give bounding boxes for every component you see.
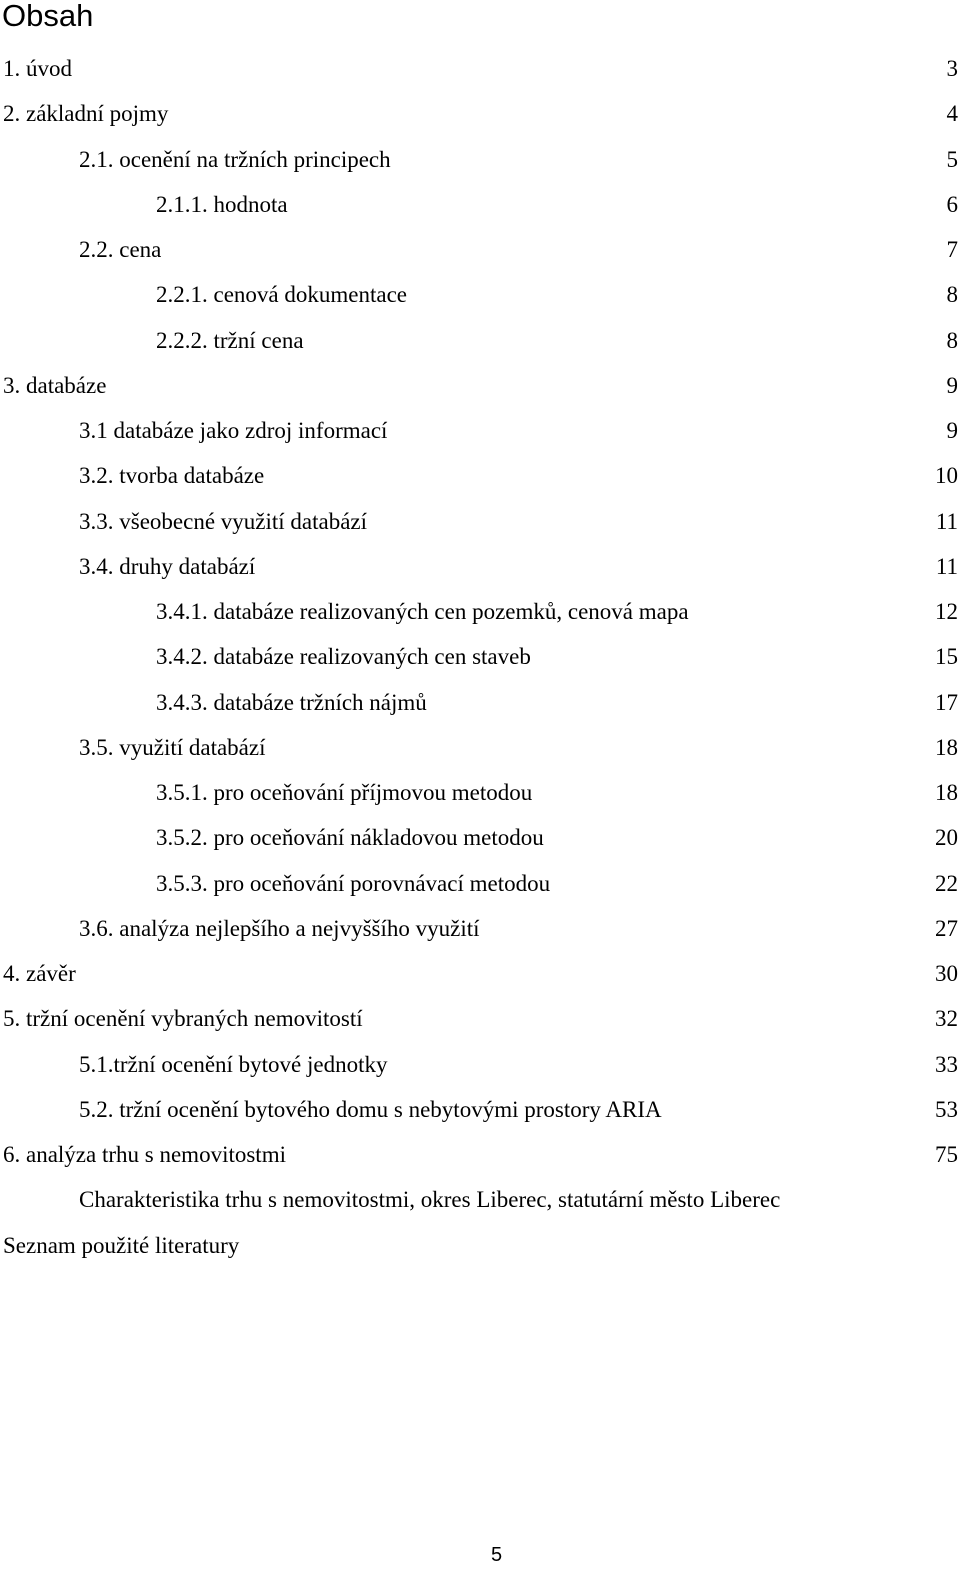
toc-entry-label: 3.5.3. pro oceňování porovnávací metodou xyxy=(156,870,551,896)
toc-entry-page: 30 xyxy=(935,961,958,986)
toc-entry-label: 3.4.1. databáze realizovaných cen pozemků, cenová mapa xyxy=(156,599,689,624)
toc-entry-label: 3.5. využití databází xyxy=(79,734,266,760)
toc-entry-label: 3.4.3. databáze tržních nájmů xyxy=(156,689,427,715)
page-title: Obsah xyxy=(2,0,94,33)
toc-entry[interactable] xyxy=(0,182,960,227)
toc-entry-page: 11 xyxy=(935,508,958,534)
toc-entry-page: 12 xyxy=(935,599,958,624)
toc-entry-page: 7 xyxy=(946,237,958,262)
toc-entry[interactable] xyxy=(0,544,960,589)
toc-entry-page: 27 xyxy=(935,915,958,941)
toc-entry-label: 5.1.tržní ocenění bytové jednotky xyxy=(79,1051,388,1077)
toc-entry[interactable] xyxy=(0,861,960,906)
toc-entry-label: 4. závěr xyxy=(3,961,76,986)
toc-entry[interactable] xyxy=(0,906,960,951)
toc-entry[interactable] xyxy=(0,1177,960,1222)
toc-entry-label: 3.1 databáze jako zdroj informací xyxy=(79,418,388,443)
page-number: 5 xyxy=(490,1544,503,1566)
toc-entry-label: 5. tržní ocenění vybraných nemovitostí xyxy=(3,1006,363,1032)
toc-entry-label: 2.1.1. hodnota xyxy=(156,191,288,217)
toc-entry-page: 32 xyxy=(935,1006,958,1032)
toc-entry-label: Charakteristika trhu s nemovitostmi, okres Liberec, statutární město Liberec xyxy=(79,1187,781,1213)
toc-entry-page: 15 xyxy=(935,644,958,670)
toc-entry-page: 75 xyxy=(935,1142,958,1167)
toc-entry-page: 20 xyxy=(935,825,958,851)
toc-entry[interactable] xyxy=(0,951,960,996)
toc-entry-page: 3 xyxy=(946,56,958,81)
toc-entry-label: 2.2.2. tržní cena xyxy=(156,327,304,353)
toc-entry-label: 3.6. analýza nejlepšího a nejvyššího využití xyxy=(79,915,480,941)
toc-entry-page: 8 xyxy=(946,282,958,308)
toc-entry-page: 10 xyxy=(935,463,958,489)
toc-entry-page: 53 xyxy=(935,1096,958,1122)
toc-entry-page: 4 xyxy=(946,101,958,127)
toc-entry-page: 18 xyxy=(935,734,958,760)
toc-entry-label: 3.4. druhy databází xyxy=(79,553,256,579)
toc-entry-label: 3.4.2. databáze realizovaných cen staveb xyxy=(156,644,531,670)
toc-entry-label: 2. základní pojmy xyxy=(3,101,169,127)
toc-entry[interactable] xyxy=(0,499,960,544)
toc-entry-page: 9 xyxy=(946,418,958,443)
toc-entry[interactable] xyxy=(0,91,960,136)
toc-entry[interactable] xyxy=(0,453,960,498)
toc-entry-label: 3.3. všeobecné využití databází xyxy=(79,508,368,534)
toc-entry-label: 3.5.1. pro oceňování příjmovou metodou xyxy=(156,780,533,805)
toc-entry-label: 2.2. cena xyxy=(79,237,162,262)
toc-entry-label: 3. databáze xyxy=(3,372,107,398)
toc-entry[interactable] xyxy=(0,680,960,725)
toc-entry[interactable] xyxy=(0,725,960,770)
toc-entry[interactable] xyxy=(0,1223,960,1268)
toc-entry[interactable] xyxy=(0,1132,960,1177)
toc-entry[interactable] xyxy=(0,137,960,182)
toc-entry[interactable] xyxy=(0,1087,960,1132)
toc-entry[interactable] xyxy=(0,1042,960,1087)
toc-entry[interactable] xyxy=(0,996,960,1041)
toc-entry-label: 3.5.2. pro oceňování nákladovou metodou xyxy=(156,825,544,851)
toc-entry[interactable] xyxy=(0,272,960,317)
toc-entry-page: 8 xyxy=(946,327,958,353)
table-of-contents xyxy=(0,46,960,1268)
toc-entry[interactable] xyxy=(0,46,960,91)
toc-entry-label: 2.2.1. cenová dokumentace xyxy=(156,282,407,308)
toc-entry-page: 33 xyxy=(935,1051,958,1077)
toc-entry-page: 11 xyxy=(935,553,958,579)
toc-entry-page: 5 xyxy=(946,146,958,172)
toc-entry[interactable] xyxy=(0,318,960,363)
toc-entry-label: 6. analýza trhu s nemovitostmi xyxy=(3,1142,286,1167)
toc-entry-label: 3.2. tvorba databáze xyxy=(79,463,265,489)
toc-entry-label: Seznam použité literatury xyxy=(3,1232,240,1258)
toc-entry-page: 17 xyxy=(935,689,958,715)
toc-entry-page: 9 xyxy=(946,372,958,398)
toc-entry-page: 6 xyxy=(946,191,958,217)
toc-entry[interactable] xyxy=(0,770,960,815)
toc-entry-label: 1. úvod xyxy=(3,56,72,81)
toc-entry[interactable] xyxy=(0,815,960,860)
toc-entry[interactable] xyxy=(0,227,960,272)
toc-entry-label: 2.1. ocenění na tržních principech xyxy=(79,146,391,172)
toc-entry-page: 18 xyxy=(935,780,958,805)
toc-entry[interactable] xyxy=(0,589,960,634)
toc-entry[interactable] xyxy=(0,363,960,408)
toc-entry[interactable] xyxy=(0,634,960,679)
toc-entry[interactable] xyxy=(0,408,960,453)
toc-entry-label: 5.2. tržní ocenění bytového domu s nebytovými prostory ARIA xyxy=(79,1096,662,1122)
toc-entry-page: 22 xyxy=(935,870,958,896)
